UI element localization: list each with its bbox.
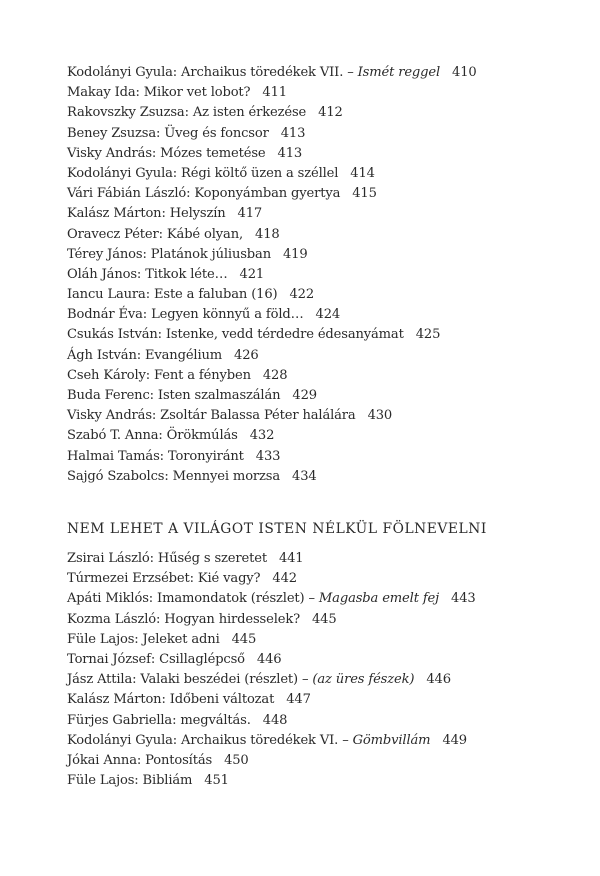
toc-page-number: 413: [280, 125, 306, 141]
toc-entry-title: Kodolányi Gyula: Archaikus töredékek VII. –: [67, 65, 358, 80]
toc-entry: [67, 426, 477, 446]
toc-entry-title: Visky András: Mózes temetése: [67, 145, 266, 161]
toc-page-number: 421: [239, 266, 265, 282]
toc-entry: [67, 83, 477, 103]
toc-page-number: 450: [224, 752, 249, 768]
toc-page-number: 410: [452, 65, 477, 80]
toc-entry: [67, 751, 476, 771]
toc-entry: [67, 265, 477, 285]
toc-page-number: 430: [367, 408, 393, 424]
toc-page-number: 415: [352, 186, 377, 202]
toc-entry-title: Ágh István: Evangélium: [67, 347, 223, 363]
toc-entry-subtitle: Ismét reggel: [357, 65, 441, 80]
toc-entry: [67, 731, 476, 751]
toc-list-continued: [67, 63, 477, 487]
toc-entry: [67, 204, 477, 224]
toc-page-number: 434: [292, 468, 317, 484]
toc-entry-title: Halmai Tamás: Toronyiránt: [67, 448, 244, 464]
toc-entry-title: Csukás István: Istenke, vedd térdedre édesanyámat: [67, 327, 404, 343]
toc-page-number: 425: [415, 327, 441, 343]
toc-entry-title: Jókai Anna: Pontosítás: [67, 752, 213, 768]
toc-page-number: 424: [315, 307, 341, 323]
toc-page-number: 428: [262, 367, 288, 383]
toc-page-number: 419: [282, 246, 308, 262]
toc-page-number: 417: [237, 206, 263, 222]
toc-page-number: 445: [311, 611, 337, 627]
toc-page-number: 445: [231, 631, 257, 647]
toc-entry-title: Oravecz Péter: Kábé olyan,: [67, 226, 244, 242]
toc-page-number: 443: [451, 591, 476, 607]
toc-entry: [67, 124, 477, 144]
toc-entry-title: Fürjes Gabriella: megváltás.: [67, 712, 251, 728]
toc-entry: [67, 589, 476, 609]
toc-entry-title: Rakovszky Zsuzsa: Az isten érkezése: [67, 105, 307, 121]
toc-page-number: 451: [204, 773, 229, 789]
toc-page-number: 413: [277, 145, 303, 161]
toc-entry-title: Buda Ferenc: Isten szalmaszálán: [67, 388, 281, 403]
toc-entry-title: Vári Fábián László: Koponyámban gyertya: [67, 186, 341, 202]
toc-entry-title: Zsirai László: Hűség s szeretet: [67, 551, 267, 566]
toc-entry: [67, 184, 477, 204]
toc-page-number: 449: [442, 732, 467, 748]
section-heading: NEM LEHET A VILÁGOT ISTEN NÉLKÜL FÖLNEVELNI: [67, 521, 487, 537]
toc-entry-title: Beney Zsuzsa: Üveg és foncsor: [67, 125, 269, 141]
toc-entry-title: Kalász Márton: Időbeni változat: [67, 692, 275, 708]
toc-entry: [67, 771, 476, 791]
toc-entry: [67, 305, 477, 325]
toc-page-number: 447: [286, 692, 311, 708]
toc-entry-subtitle: Gömbvillám: [352, 732, 431, 748]
toc-entry-title: Sajgó Szabolcs: Mennyei morzsa: [67, 468, 281, 484]
toc-page-number: 448: [262, 712, 288, 728]
toc-entry: [67, 690, 476, 710]
toc-entry-title: Cseh Károly: Fent a fényben: [67, 367, 251, 383]
toc-entry-title: Füle Lajos: Bibliám: [67, 773, 193, 789]
toc-entry-subtitle: Magasba emelt fej: [318, 591, 440, 607]
toc-entry-title: Bodnár Éva: Legyen könnyű a föld…: [67, 307, 304, 323]
toc-entry-title: Makay Ida: Mikor vet lobot?: [67, 85, 251, 101]
toc-entry: [67, 144, 477, 164]
toc-entry: [67, 63, 477, 83]
toc-entry: [67, 610, 476, 630]
toc-entry: [67, 366, 477, 386]
toc-entry: [67, 346, 477, 366]
toc-entry-title: Kodolányi Gyula: Régi költő üzen a széllel: [67, 165, 339, 181]
toc-page-number: 441: [278, 551, 304, 566]
toc-entry: [67, 711, 476, 731]
toc-entry: [67, 569, 476, 589]
toc-page-number: 432: [249, 428, 275, 444]
toc-entry: [67, 467, 477, 487]
toc-page-number: 414: [350, 165, 375, 181]
toc-entry-title: Visky András: Zsoltár Balassa Péter halálára: [67, 408, 356, 424]
toc-entry: [67, 325, 477, 345]
toc-entry: [67, 447, 477, 467]
toc-entry: [67, 406, 477, 426]
toc-entry-title: Füle Lajos: Jeleket adni: [67, 631, 220, 647]
toc-entry-title: Túrmezei Erzsébet: Kié vagy?: [67, 571, 261, 587]
toc-entry-title: Iancu Laura: Este a faluban (16): [67, 287, 278, 303]
toc-entry-title: Szabó T. Anna: Örökmúlás: [67, 428, 238, 444]
toc-page-number: 446: [426, 672, 451, 688]
toc-entry: [67, 103, 477, 123]
toc-entry: [67, 670, 476, 690]
toc-entry: [67, 164, 477, 184]
toc-page-number: 412: [318, 105, 343, 121]
toc-entry-title: Kodolányi Gyula: Archaikus töredékek VI. –: [67, 732, 353, 748]
toc-entry: [67, 650, 476, 670]
toc-entry: [67, 245, 477, 265]
toc-entry-title: Apáti Miklós: Imamondatok (részlet) –: [67, 591, 319, 607]
toc-page-number: 429: [292, 388, 317, 403]
toc-entry-title: Kozma László: Hogyan hirdesselek?: [67, 611, 300, 627]
toc-entry-title: Oláh János: Titkok léte…: [67, 266, 228, 282]
toc-page-number: 442: [272, 571, 297, 587]
toc-entry-subtitle: (az üres fészek): [312, 672, 415, 688]
toc-page-number: 418: [255, 226, 280, 242]
toc-entry-title: Térey János: Platánok júliusban: [67, 246, 271, 262]
toc-entry: [67, 549, 476, 569]
toc-list-section: [67, 549, 476, 791]
toc-entry: [67, 285, 477, 305]
toc-entry-title: Tornai József: Csillaglépcső: [67, 651, 245, 667]
toc-page-number: 411: [262, 85, 287, 101]
toc-page-number: 446: [256, 651, 282, 667]
toc-entry: [67, 386, 477, 406]
toc-entry: [67, 630, 476, 650]
toc-page-number: 433: [255, 448, 281, 464]
toc-entry: [67, 225, 477, 245]
toc-page-number: 422: [289, 287, 315, 303]
toc-page-number: 426: [234, 347, 259, 363]
toc-entry-title: Jász Attila: Valaki beszédei (részlet) –: [67, 672, 313, 688]
toc-entry-title: Kalász Márton: Helyszín: [67, 206, 226, 222]
